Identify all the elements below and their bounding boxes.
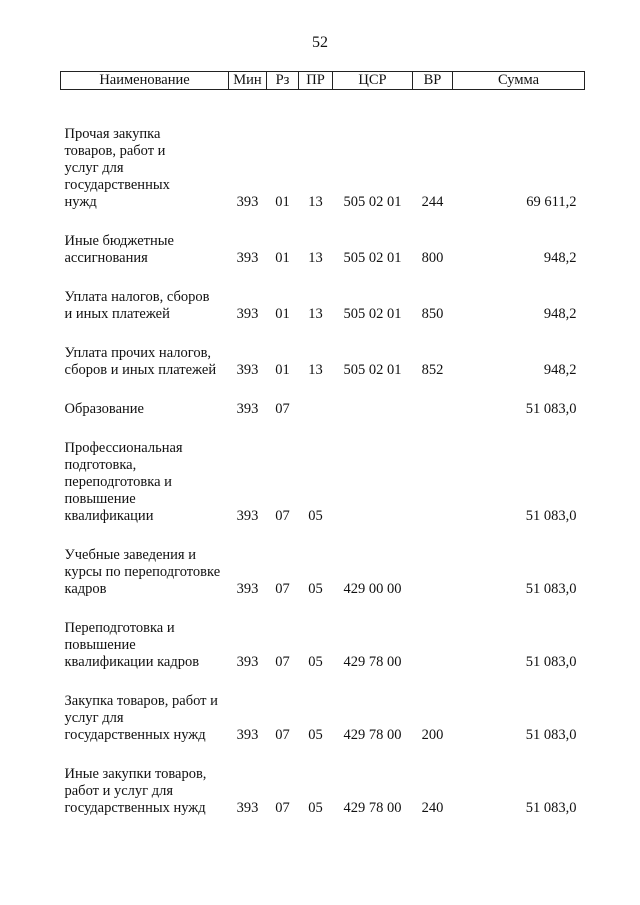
table-row [61, 620, 585, 693]
header-min: Мин [229, 72, 267, 90]
row-sum: 51 083,0 [525, 508, 577, 524]
header-pr: ПР [299, 72, 333, 90]
row-pr: 05 [308, 581, 323, 597]
row-vr: 800 [421, 250, 444, 266]
row-sum: 51 083,0 [525, 800, 577, 816]
row-pr: 13 [308, 362, 323, 378]
row-sum: 948,2 [543, 250, 577, 266]
row-sum: 51 083,0 [525, 401, 577, 417]
table-row [61, 766, 585, 839]
row-csr: 429 78 00 [343, 727, 402, 743]
table-row [61, 289, 585, 345]
row-rz: 01 [275, 250, 290, 266]
row-name: Иные закупки товаров, работ и услуг для государственных нужд [64, 766, 207, 816]
row-name: Переподготовка и повышение квалификации кадров [64, 620, 200, 670]
row-vr [413, 401, 453, 440]
header-sum: Сумма [453, 72, 585, 90]
row-name: Иные бюджетные ассигнования [64, 233, 174, 266]
row-pr: 05 [308, 800, 323, 816]
row-pr: 05 [308, 727, 323, 743]
row-csr [333, 440, 413, 547]
row-rz: 01 [275, 306, 290, 322]
header-vr: ВР [413, 72, 453, 90]
header-spacer [61, 90, 585, 127]
row-min: 393 [236, 800, 259, 816]
row-name: Прочая закупка товаров, работ и услуг для государственных нужд [64, 126, 170, 210]
table-header-row [61, 72, 585, 90]
table-row [61, 693, 585, 766]
row-name: Уплата налогов, сборов и иных платежей [64, 289, 210, 322]
row-csr: 429 78 00 [343, 654, 402, 670]
row-min: 393 [236, 362, 259, 378]
row-sum: 948,2 [543, 306, 577, 322]
row-pr: 05 [308, 654, 323, 670]
budget-table-container [60, 71, 584, 839]
row-min: 393 [236, 727, 259, 743]
row-sum: 51 083,0 [525, 581, 577, 597]
row-csr: 429 78 00 [343, 800, 402, 816]
row-rz: 07 [275, 800, 290, 816]
table-row [61, 126, 585, 233]
row-name: Уплата прочих налогов, сборов и иных платежей [64, 345, 217, 378]
budget-table [60, 71, 585, 839]
row-min: 393 [236, 306, 259, 322]
row-vr: 200 [421, 727, 444, 743]
row-rz: 07 [275, 727, 290, 743]
row-rz: 07 [275, 508, 290, 524]
row-pr: 13 [308, 250, 323, 266]
row-min: 393 [236, 250, 259, 266]
row-sum: 51 083,0 [525, 654, 577, 670]
row-min: 393 [236, 194, 259, 210]
row-csr: 505 02 01 [343, 362, 402, 378]
row-vr [413, 547, 453, 620]
row-min: 393 [236, 654, 259, 670]
row-name: Образование [64, 401, 144, 417]
row-name: Профессиональная подготовка, переподготовка и повышение квалификации [64, 440, 183, 524]
row-min: 393 [236, 581, 259, 597]
row-name: Учебные заведения и курсы по переподготовке кадров [64, 547, 221, 597]
row-rz: 07 [275, 654, 290, 670]
row-sum: 69 611,2 [526, 194, 577, 210]
row-min: 393 [236, 508, 259, 524]
table-header [61, 72, 585, 90]
row-rz: 07 [275, 401, 290, 417]
table-body [61, 126, 585, 839]
row-pr: 13 [308, 194, 323, 210]
table-row [61, 401, 585, 440]
row-csr: 505 02 01 [343, 306, 402, 322]
page-number: 52 [312, 34, 328, 51]
row-rz: 07 [275, 581, 290, 597]
row-vr [413, 440, 453, 547]
row-min: 393 [236, 401, 259, 417]
row-vr: 852 [421, 362, 444, 378]
row-pr: 13 [308, 306, 323, 322]
row-csr: 505 02 01 [343, 250, 402, 266]
row-csr: 429 00 00 [343, 581, 402, 597]
row-csr: 505 02 01 [343, 194, 402, 210]
row-rz: 01 [275, 194, 290, 210]
row-pr [299, 401, 333, 440]
header-csr: ЦСР [333, 72, 413, 90]
row-vr: 240 [421, 800, 444, 816]
header-rz: Рз [267, 72, 299, 90]
row-sum: 948,2 [543, 362, 577, 378]
table-row [61, 345, 585, 401]
table-row [61, 440, 585, 547]
row-rz: 01 [275, 362, 290, 378]
row-vr: 244 [421, 194, 444, 210]
header-name: Наименование [61, 72, 229, 90]
row-vr: 850 [421, 306, 444, 322]
row-csr [333, 401, 413, 440]
row-name: Закупка товаров, работ и услуг для государственных нужд [64, 693, 218, 743]
table-row [61, 547, 585, 620]
row-vr [413, 620, 453, 693]
table-row [61, 233, 585, 289]
row-pr: 05 [308, 508, 323, 524]
row-sum: 51 083,0 [525, 727, 577, 743]
